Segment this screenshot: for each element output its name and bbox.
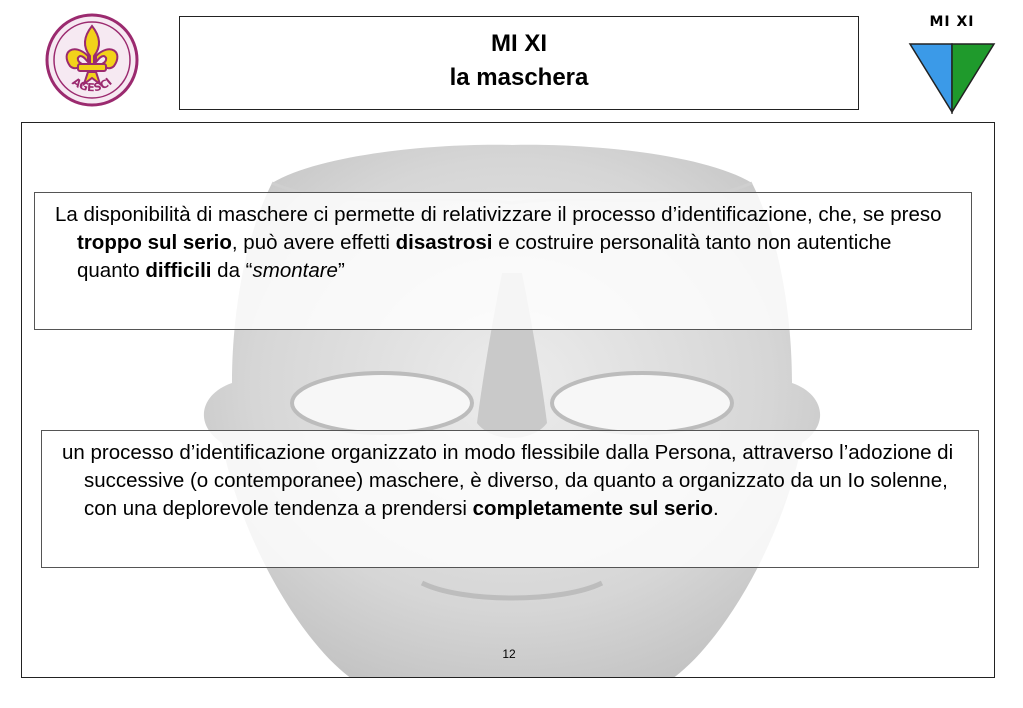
logo-text: AGESCI bbox=[69, 75, 115, 95]
slide-title: MI XI bbox=[490, 30, 547, 57]
agesci-logo bbox=[44, 12, 140, 108]
badge-label: MI XI bbox=[929, 14, 975, 30]
p1-bold-3: difficili bbox=[145, 259, 212, 282]
text-box-2 bbox=[41, 430, 979, 568]
text-box-1 bbox=[34, 192, 972, 330]
p2-bold-1: completamente sul serio bbox=[472, 497, 714, 520]
p1-text-3: e costruire personalità tanto non autentiche quanto bbox=[77, 231, 892, 282]
paragraph-1 bbox=[49, 201, 957, 285]
p1-text-2: , può avere effetti bbox=[231, 231, 396, 254]
p1-italic-1: smontare bbox=[252, 259, 338, 282]
paragraph-2 bbox=[56, 439, 964, 523]
slide-subtitle: la maschera bbox=[449, 64, 589, 91]
page-number: 12 bbox=[502, 647, 516, 661]
p1-text-5: ” bbox=[337, 259, 345, 282]
slide-title-box bbox=[179, 16, 859, 110]
content-frame bbox=[21, 122, 995, 678]
p2-text-1: un processo d’identificazione organizzato in modo flessibile dalla Persona, attraverso l’adozione di successive (o contemporanee) maschere, è diverso, da quanto a organizzato da un Io solenne, con una deplorevole tendenza a prendersi bbox=[62, 441, 954, 520]
p1-bold-2: disastrosi bbox=[395, 231, 493, 254]
p1-bold-1: troppo sul serio bbox=[77, 231, 232, 254]
p1-text-1: La disponibilità di maschere ci permette di relativizzare il processo d’identificazione, che, se preso bbox=[55, 203, 942, 226]
p1-text-4: da “ bbox=[211, 259, 253, 282]
p2-text-2: . bbox=[713, 497, 719, 520]
